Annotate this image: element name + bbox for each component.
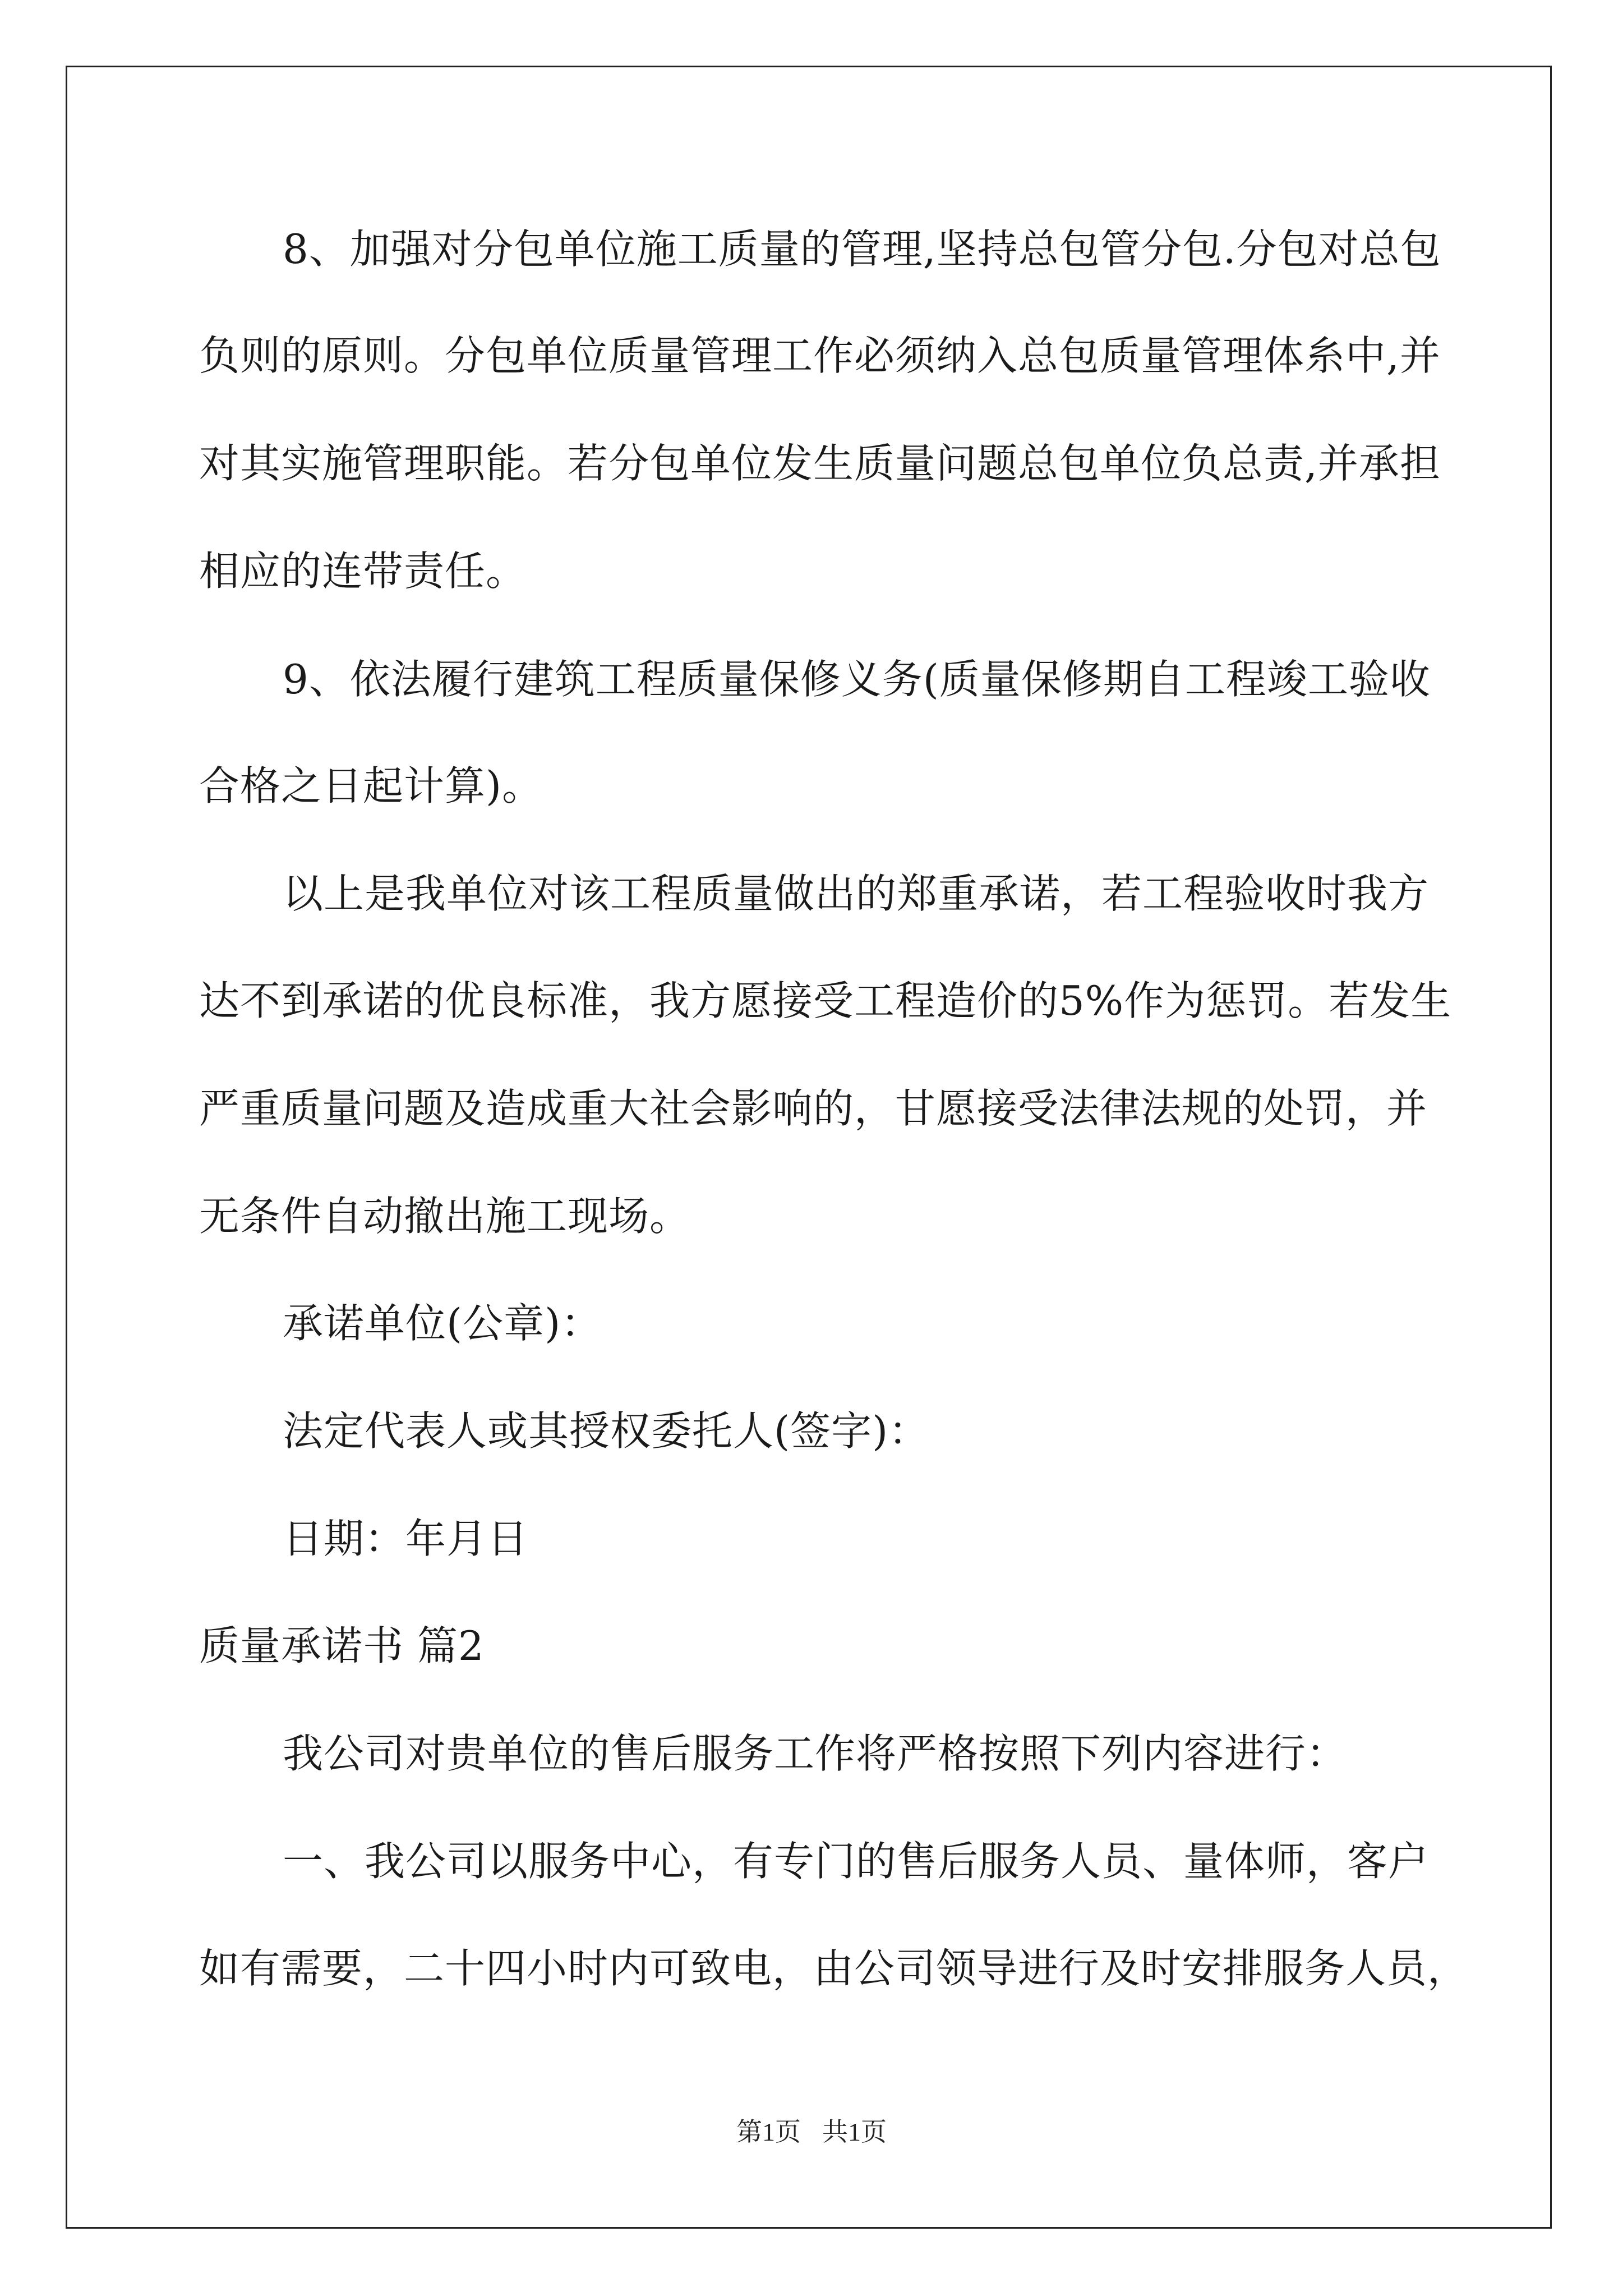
paragraph-8-line-2: 负则的原则。分包单位质量管理工作必须纳入总包质量管理体糸中,并 — [199, 332, 1441, 379]
paragraph-9-line-1: 9、依法履行建筑工程质量保修义务(质量保修期自工程竣工验收 — [283, 656, 1431, 703]
page-border — [66, 66, 1552, 2229]
commitment-paragraph-line-3: 严重质量问题及造成重大社会影响的，甘愿接受法律法规的处罚，并 — [199, 1085, 1428, 1132]
service-item-1-line-2: 如有需要，二十四小时内可致电，由公司领导进行及时安排服务人员， — [199, 1945, 1469, 1992]
promising-unit-label: 承诺单位(公章)： — [283, 1300, 602, 1347]
commitment-paragraph-line-2: 达不到承诺的优良标准，我方愿接受工程造价的5%作为惩罚。若发生 — [199, 977, 1452, 1024]
page-number: 第1页 — [736, 2118, 801, 2146]
paragraph-8-line-1: 8、加强对分包单位施工质量的管理,坚持总包管分包.分包对总包 — [283, 226, 1441, 273]
paragraph-8-line-4: 相应的连带责任。 — [199, 547, 527, 595]
date-label: 日期：年月日 — [283, 1515, 529, 1562]
service-intro-line: 我公司对贵单位的售后服务工作将严格按照下列内容进行： — [283, 1730, 1348, 1777]
service-item-1-line-1: 一、我公司以服务中心，有专门的售后服务人员、量体师，客户 — [283, 1838, 1430, 1885]
commitment-paragraph-line-1: 以上是我单位对该工程质量做出的郑重承诺，若工程验收时我方 — [283, 870, 1430, 917]
page-total: 共1页 — [822, 2118, 887, 2146]
paragraph-9-line-2: 合格之日起计算)。 — [199, 762, 543, 809]
commitment-paragraph-line-4: 无条件自动撤出施工现场。 — [199, 1193, 691, 1240]
legal-representative-label: 法定代表人或其授权委托人(签字)： — [283, 1407, 930, 1455]
paragraph-8-line-3: 对其实施管理职能。若分包单位发生质量问题总包单位负总责,并承担 — [199, 440, 1441, 487]
section-heading: 质量承诺书 篇2 — [199, 1622, 485, 1669]
page-footer — [0, 2119, 1623, 2145]
